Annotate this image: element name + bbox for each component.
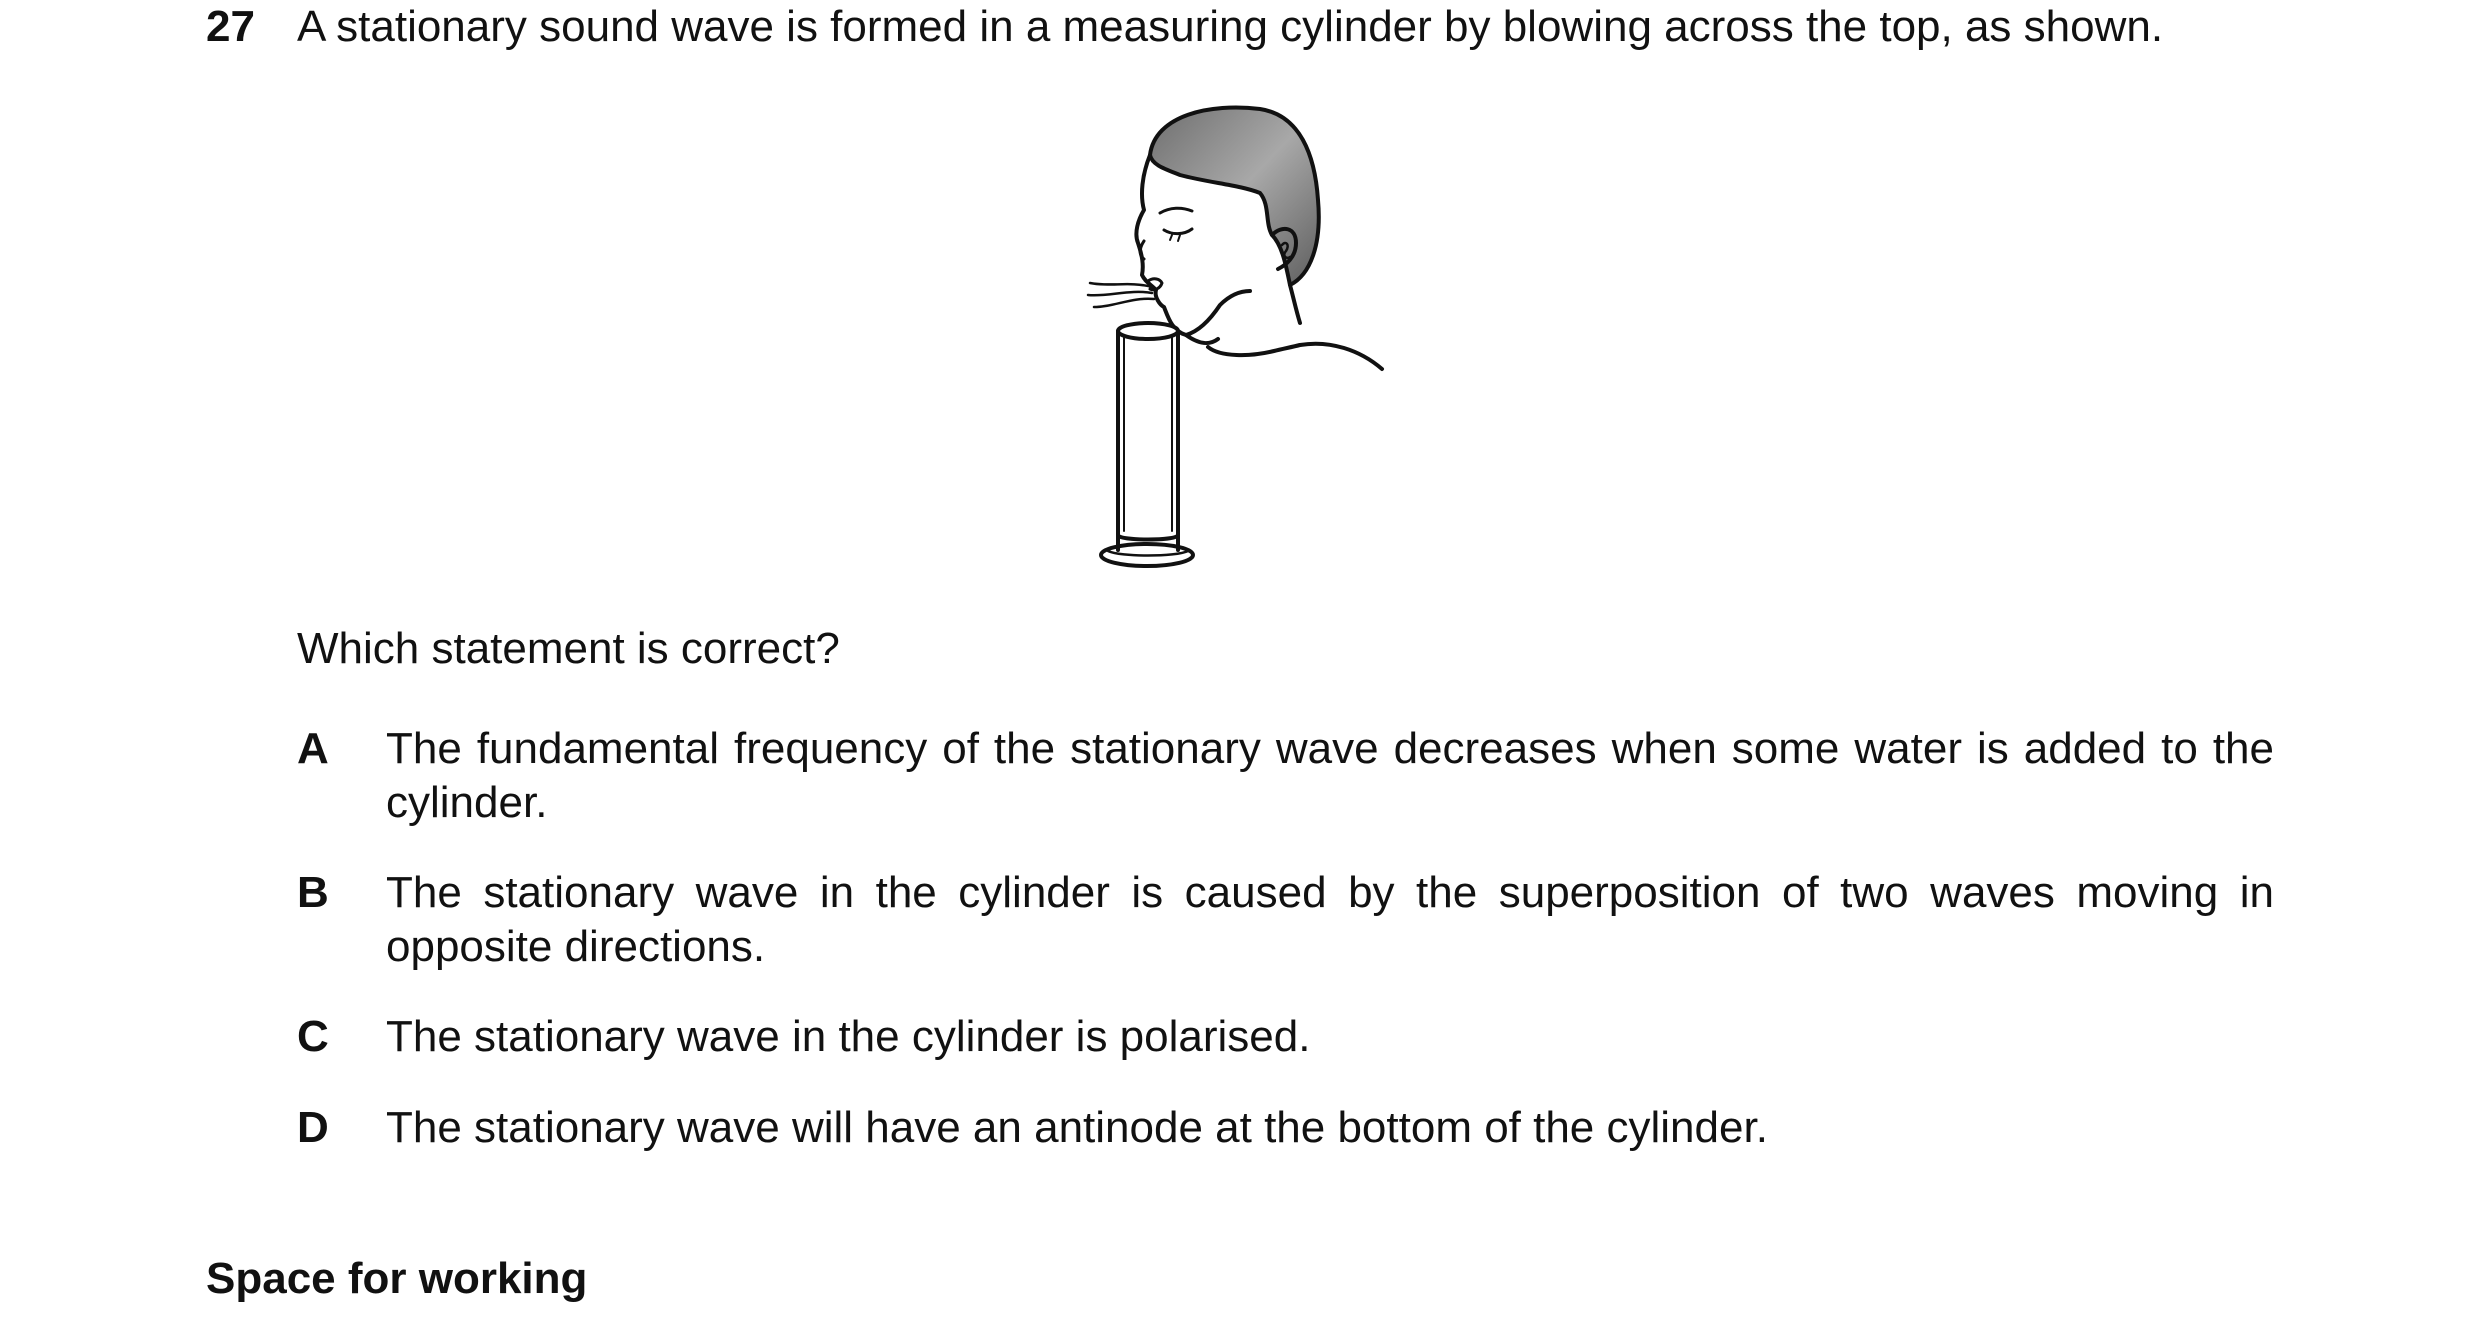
cylinder-rim — [1118, 323, 1178, 339]
option-d-letter: D — [297, 1103, 329, 1152]
working-space-label: Space for working — [206, 1254, 588, 1303]
breath-line-1 — [1090, 283, 1152, 287]
collar — [1208, 345, 1300, 355]
option-b-text: The stationary wave in the cylinder is caused by the superposition of two waves moving in opposite directions. — [386, 868, 2274, 971]
option-c-text: The stationary wave in the cylinder is polarised. — [386, 1012, 1311, 1061]
cylinder-body — [1118, 331, 1178, 535]
closed-eye — [1164, 229, 1192, 234]
question-stem: A stationary sound wave is formed in a measuring cylinder by blowing across the top, as shown. — [297, 2, 2164, 51]
eyebrow — [1160, 208, 1192, 213]
option-a-text: The fundamental frequency of the stationary wave decreases when some water is added to the cylinder. — [386, 724, 2274, 827]
jaw-line — [1186, 335, 1218, 343]
question-number: 27 — [206, 2, 255, 51]
breath-line-2 — [1088, 292, 1152, 295]
cylinder-wall-inner — [1124, 335, 1172, 531]
option-d-text: The stationary wave will have an antinode at the bottom of the cylinder. — [386, 1103, 1768, 1152]
breath-line-3 — [1094, 299, 1154, 307]
option-a-letter: A — [297, 724, 329, 773]
neck-back — [1290, 285, 1300, 323]
option-c-letter: C — [297, 1012, 329, 1061]
cylinder-blowing-illustration — [1060, 95, 1435, 585]
shoulder — [1300, 344, 1382, 369]
option-b-letter: B — [297, 868, 329, 917]
question-prompt: Which statement is correct? — [297, 624, 840, 673]
